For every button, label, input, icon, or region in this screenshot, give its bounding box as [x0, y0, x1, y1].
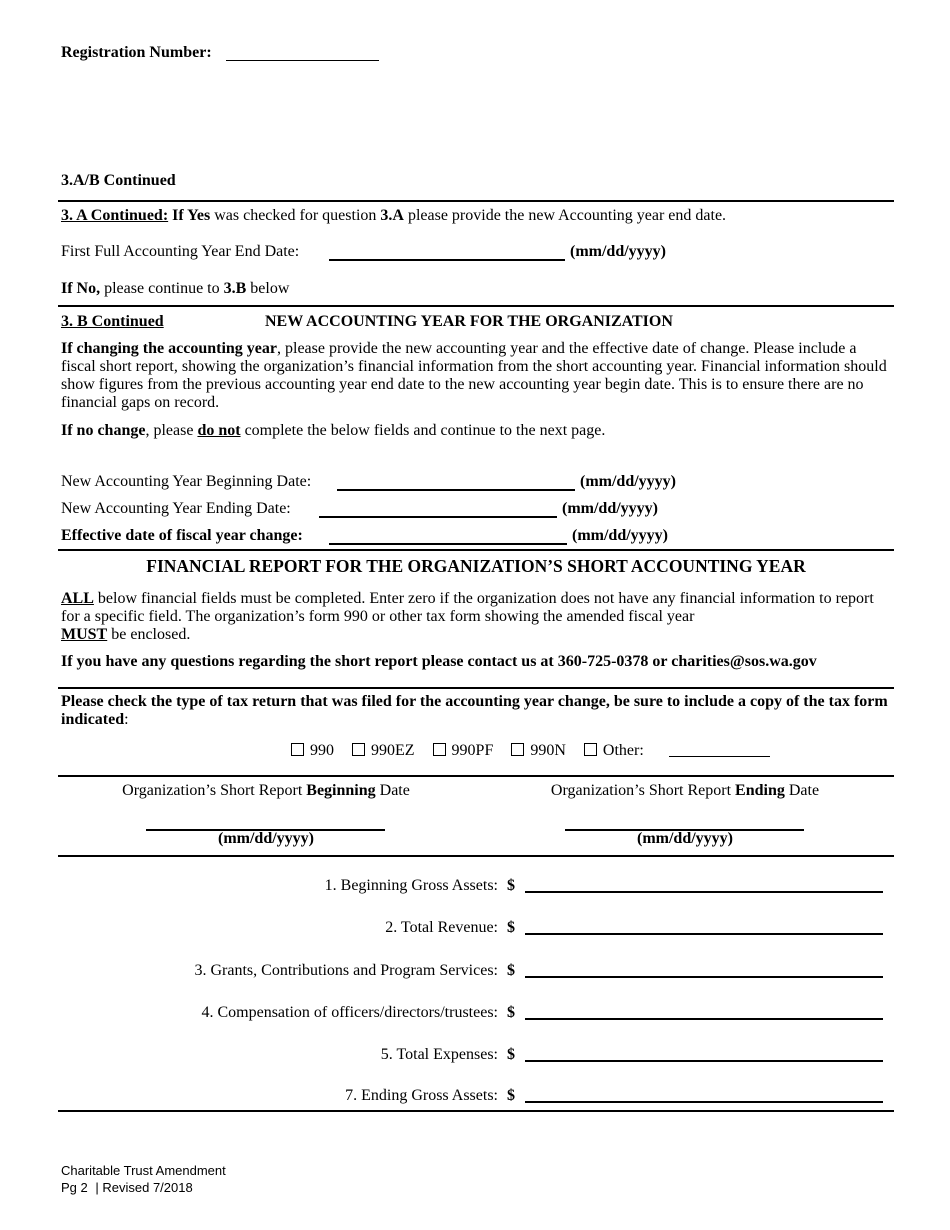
section-3b-intro-bold: If changing the accounting year: [61, 340, 277, 357]
end-col-post: Date: [788, 782, 820, 799]
total-expenses-label: 5. Total Expenses:: [380, 1046, 498, 1063]
financial-instructions-text: below financial fields must be completed. Enter zero if the organization does not have any financial information to report for a specific field. The organization’s form 990 or other tax form showing the amended fiscal year: [61, 590, 874, 625]
total-revenue-label: 2. Total Revenue:: [385, 919, 498, 936]
divider: [58, 200, 894, 202]
begin-col-post: Date: [379, 782, 410, 799]
new-year-begin-date-format: (mm/dd/yyyy): [580, 473, 676, 490]
if-no-label: If No,: [61, 280, 101, 297]
section-3b-title: NEW ACCOUNTING YEAR FOR THE ORGANIZATION: [265, 313, 673, 330]
divider: [58, 855, 894, 857]
checkbox-icon[interactable]: [291, 743, 304, 756]
contact-info: If you have any questions regarding the short report please contact us at 360-725-0378 or charities@sos.wa.gov: [61, 653, 817, 670]
no-change-text-2: complete the below fields and continue to the next page.: [244, 422, 606, 439]
section-3b-heading: 3. B Continued: [61, 313, 164, 330]
divider: [58, 775, 894, 777]
tax-return-instruction: [61, 693, 891, 729]
tax-return-instruction-text: Please check the type of tax return that was filed for the accounting year change, be sure to include a copy of the tax form indicated: [61, 693, 888, 728]
short-report-begin-date-format: (mm/dd/yyyy): [218, 830, 314, 847]
checkbox-icon[interactable]: [433, 743, 446, 756]
tax-option-990ez-label: 990EZ: [371, 742, 415, 759]
tax-option-990pf-label: 990PF: [451, 742, 494, 759]
effective-date-format: (mm/dd/yyyy): [572, 527, 668, 544]
divider: [58, 549, 894, 551]
checkbox-icon[interactable]: [511, 743, 524, 756]
no-change-line: [61, 422, 605, 440]
checkbox-icon[interactable]: [352, 743, 365, 756]
registration-label: [61, 44, 212, 62]
all-word: ALL: [61, 590, 94, 607]
if-yes-label: If Yes: [172, 207, 211, 224]
must-text: be enclosed.: [111, 626, 191, 643]
dollar-sign: $: [507, 877, 515, 894]
footer-revised: | Revised 7/2018: [95, 1180, 193, 1195]
section-3a-text-2: please provide the new Accounting year end date.: [407, 207, 727, 224]
financial-instructions: [61, 590, 891, 644]
tax-option-990ez[interactable]: [352, 742, 415, 759]
compensation-input[interactable]: [525, 1018, 883, 1020]
no-change-text-1: , please: [145, 422, 194, 439]
effective-date-input[interactable]: [329, 543, 567, 545]
section-3b-intro-text: , please provide the new accounting year and the effective date of change. Please include a fiscal short report, showing the organization’s financial information from the short accounting year. Financial information should show figures from the previous accounting year end date to the new accounting year begin date. This is to ensure there are no financial gaps on record.: [61, 340, 887, 411]
beginning-gross-assets-input[interactable]: [525, 891, 883, 893]
begin-col-bold: Beginning: [306, 782, 376, 799]
new-year-end-date-input[interactable]: [319, 516, 557, 518]
first-year-end-date-format: (mm/dd/yyyy): [570, 243, 666, 260]
new-year-begin-label: New Accounting Year Beginning Date:: [61, 473, 312, 490]
total-revenue-input[interactable]: [525, 933, 883, 935]
if-no-text-2: below: [250, 280, 290, 297]
first-year-end-field-label: First Full Accounting Year End Date:: [61, 243, 300, 260]
compensation-label: 4. Compensation of officers/directors/trustees:: [201, 1004, 498, 1021]
footer-form-name: Charitable Trust Amendment: [61, 1163, 226, 1178]
if-no-ref: 3.B: [223, 280, 247, 297]
short-report-end-date-format: (mm/dd/yyyy): [637, 830, 733, 847]
tax-option-990pf[interactable]: [433, 742, 494, 759]
tax-option-990n-label: 990N: [530, 742, 566, 759]
tax-option-other-label: Other:: [602, 742, 644, 759]
short-report-end-label: [485, 782, 885, 800]
tax-option-other[interactable]: [584, 742, 644, 759]
new-year-end-label: New Accounting Year Ending Date:: [61, 500, 291, 517]
financial-report-title: FINANCIAL REPORT FOR THE ORGANIZATION’S SHORT ACCOUNTING YEAR: [146, 556, 806, 576]
first-year-end-date-input[interactable]: [329, 259, 565, 261]
dollar-sign: $: [507, 919, 515, 936]
must-word: MUST: [61, 626, 108, 643]
do-not-label: do not: [197, 422, 241, 439]
dollar-sign: $: [507, 1087, 515, 1104]
section-3a-heading: 3. A Continued:: [61, 207, 169, 224]
new-year-begin-date-input[interactable]: [337, 489, 575, 491]
divider: [58, 305, 894, 307]
section-3b-intro: [61, 340, 891, 412]
other-tax-form-input[interactable]: [669, 756, 770, 757]
ending-gross-assets-input[interactable]: [525, 1101, 883, 1103]
tax-return-colon: :: [124, 711, 129, 728]
total-expenses-input[interactable]: [525, 1060, 883, 1062]
registration-number-field[interactable]: [226, 60, 379, 61]
section-3a-ref: 3.A: [380, 207, 404, 224]
if-no-line: [61, 280, 289, 298]
new-year-end-date-format: (mm/dd/yyyy): [562, 500, 658, 517]
checkbox-icon[interactable]: [584, 743, 597, 756]
tax-option-990[interactable]: [291, 742, 334, 759]
end-col-pre: Organization’s Short Report: [550, 782, 732, 799]
grants-contributions-label: 3. Grants, Contributions and Program Services:: [194, 962, 498, 979]
divider: [58, 687, 894, 689]
dollar-sign: $: [507, 962, 515, 979]
if-no-text-1: please continue to: [104, 280, 220, 297]
grants-contributions-input[interactable]: [525, 976, 883, 978]
section-3a-heading-line: [61, 207, 726, 225]
short-report-begin-label: [66, 782, 466, 800]
section-title: 3.A/B Continued: [61, 172, 176, 189]
beginning-gross-assets-label: 1. Beginning Gross Assets:: [324, 877, 498, 894]
footer-page: Pg 2: [61, 1180, 88, 1195]
end-col-bold: Ending: [735, 782, 785, 799]
divider: [58, 1110, 894, 1112]
begin-col-pre: Organization’s Short Report: [122, 782, 303, 799]
tax-form-options: [291, 742, 644, 760]
tax-option-990n[interactable]: [511, 742, 566, 759]
registration-label-text: Registration Number:: [61, 44, 212, 61]
tax-option-990-label: 990: [310, 742, 334, 759]
footer-page-info: [61, 1180, 193, 1195]
dollar-sign: $: [507, 1004, 515, 1021]
section-3a-text-1: was checked for question: [214, 207, 377, 224]
no-change-bold: If no change: [61, 422, 146, 439]
dollar-sign: $: [507, 1046, 515, 1063]
effective-date-label: Effective date of fiscal year change:: [61, 527, 303, 544]
ending-gross-assets-label: 7. Ending Gross Assets:: [345, 1087, 498, 1104]
